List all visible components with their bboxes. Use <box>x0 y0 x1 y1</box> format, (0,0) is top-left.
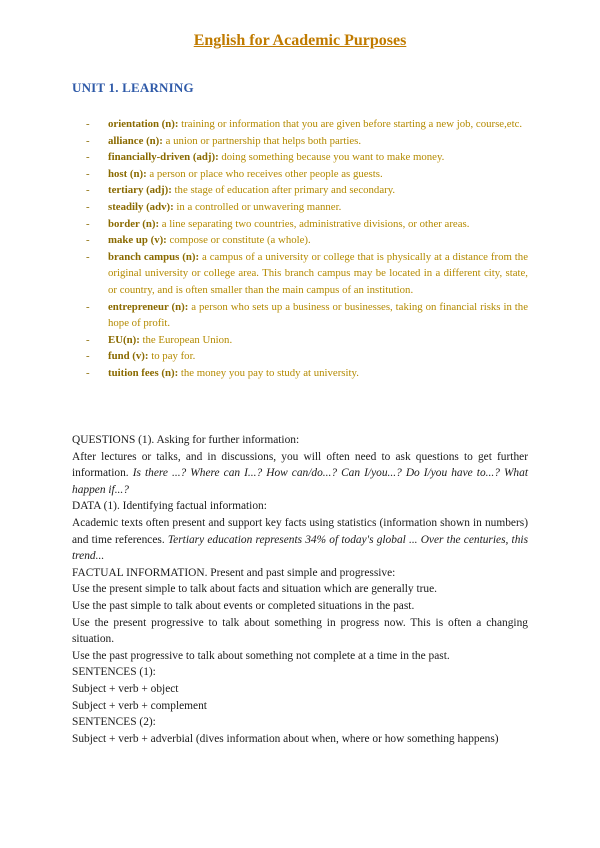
vocabulary-item <box>86 116 528 133</box>
vocabulary-item <box>86 182 528 199</box>
list-dash: - <box>86 134 90 147</box>
vocabulary-term: orientation (n): <box>108 118 179 130</box>
vocabulary-item <box>86 299 528 332</box>
vocabulary-definition: a campus of a university or college that is physically at a distance from the original university or college area. This branch campus may be located in a different city, state, or country, and is often smaller than the main campus of an institution. <box>108 250 528 296</box>
questions-text: After lectures or talks, and in discussions, you will often need to ask questions to get further information. <box>72 450 528 480</box>
data-paragraph <box>72 515 528 565</box>
list-dash: - <box>86 333 90 346</box>
factual-heading: FACTUAL INFORMATION. Present and past simple and progressive: <box>72 566 396 579</box>
vocabulary-term: entrepreneur (n): <box>108 300 189 313</box>
data-text: Academic texts often present and support key facts using statistics (information shown in numbers) and time references. <box>72 516 528 546</box>
vocabulary-list <box>86 116 528 382</box>
vocabulary-definition: the money you pay to study at university. <box>178 366 359 379</box>
vocabulary-term: EU(n): <box>108 333 140 346</box>
vocabulary-item <box>86 332 528 349</box>
page-title: English for Academic Purposes <box>193 32 407 49</box>
vocabulary-definition: the stage of education after primary and secondary. <box>171 184 396 197</box>
sentences2-heading: SENTENCES (2): <box>72 716 156 729</box>
data-heading: DATA (1). Identifying factual information: <box>72 500 267 513</box>
vocabulary-term: host (n): <box>108 167 147 180</box>
list-dash: - <box>86 167 90 180</box>
list-dash: - <box>86 250 90 263</box>
factual-line-1: Use the present simple to talk about facts and situation which are generally true. <box>72 583 438 596</box>
list-dash: - <box>86 366 90 379</box>
vocabulary-term: fund (v): <box>108 350 149 363</box>
vocabulary-definition: training or information that you are given before starting a new job, course,etc. <box>178 118 523 130</box>
list-dash: - <box>86 217 90 230</box>
vocabulary-definition: compose or constitute (a whole). <box>166 234 311 247</box>
list-dash: - <box>86 200 90 213</box>
questions-heading: QUESTIONS (1). Asking for further information: <box>72 434 300 446</box>
vocabulary-item <box>86 348 528 365</box>
list-dash: - <box>86 184 90 197</box>
vocabulary-item <box>86 249 528 299</box>
list-dash: - <box>86 234 90 247</box>
list-dash: - <box>86 350 90 363</box>
vocabulary-definition: the European Union. <box>139 333 233 346</box>
vocabulary-item <box>86 365 528 382</box>
notes-body <box>72 432 528 747</box>
vocabulary-term: steadily (adv): <box>108 200 174 213</box>
questions-paragraph <box>72 449 528 499</box>
factual-line-4: Use the past progressive to talk about something not complete at a time in the past. <box>72 649 450 662</box>
list-dash: - <box>86 118 90 130</box>
vocabulary-term: financially-driven (adj): <box>108 151 219 164</box>
sentences1-line-b: Subject + verb + complement <box>72 699 207 712</box>
vocabulary-term: branch campus (n): <box>108 250 200 263</box>
factual-line-3: Use the present progressive to talk about something in progress now. This is often a changing situation. <box>72 616 528 646</box>
questions-examples: Is there ...? Where can I...? How can/do...? Can I/you...? Do I/you have to...? What happen if...? <box>72 467 528 496</box>
vocabulary-definition: in a controlled or unwavering manner. <box>173 200 342 213</box>
unit-heading: UNIT 1. LEARNING <box>72 80 194 95</box>
vocabulary-term: alliance (n): <box>108 134 163 147</box>
vocabulary-item <box>86 199 528 216</box>
vocabulary-item <box>86 166 528 183</box>
sentences1-line-a: Subject + verb + object <box>72 682 179 695</box>
vocabulary-term: tuition fees (n): <box>108 366 179 379</box>
vocabulary-definition: to pay for. <box>148 350 196 363</box>
factual-line-2: Use the past simple to talk about events or completed situations in the past. <box>72 599 415 612</box>
vocabulary-item <box>86 232 528 249</box>
data-examples: Tertiary education represents 34% of today's global ... Over the centuries, this trend... <box>72 533 528 563</box>
vocabulary-definition: a union or partnership that helps both parties. <box>162 134 362 147</box>
vocabulary-item <box>86 133 528 150</box>
vocabulary-item <box>86 216 528 233</box>
vocabulary-definition: a person who sets up a business or businesses, taking on financial risks in the hope of profit. <box>108 300 528 330</box>
vocabulary-item <box>86 149 528 166</box>
vocabulary-term: make up (v): <box>108 234 167 247</box>
sentences2-line-a: Subject + verb + adverbial (dives information about when, where or how something happens) <box>72 732 499 745</box>
sentences1-heading: SENTENCES (1): <box>72 666 156 679</box>
vocabulary-term: border (n): <box>108 217 160 230</box>
vocabulary-definition: a line separating two countries, administrative divisions, or other areas. <box>159 217 470 230</box>
vocabulary-definition: a person or place who receives other people as guests. <box>146 167 383 180</box>
list-dash: - <box>86 151 90 164</box>
vocabulary-definition: doing something because you want to make money. <box>218 151 445 164</box>
vocabulary-term: tertiary (adj): <box>108 184 172 197</box>
list-dash: - <box>86 300 90 313</box>
